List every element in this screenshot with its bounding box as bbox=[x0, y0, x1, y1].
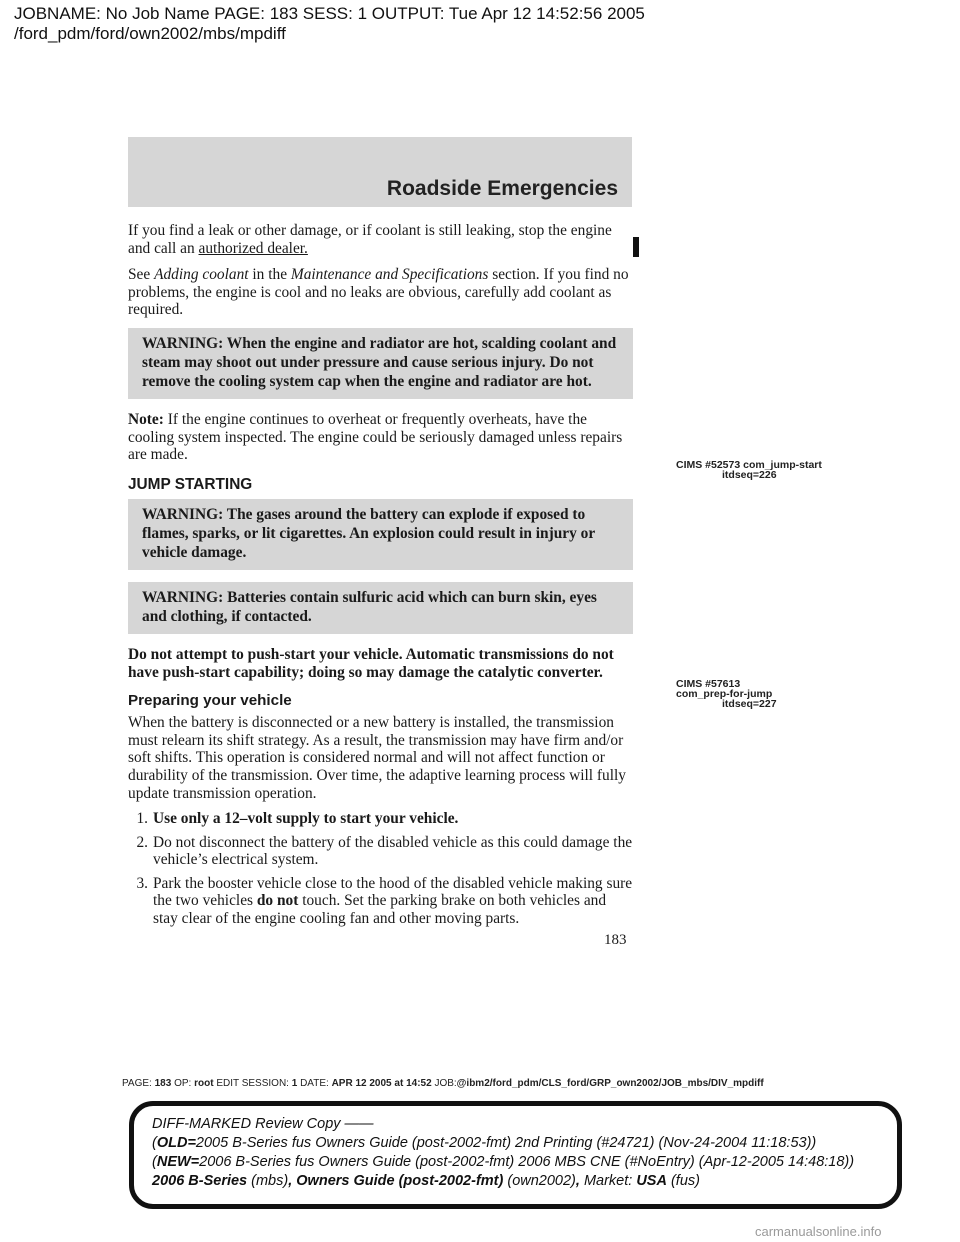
heading-jump-starting: JUMP STARTING bbox=[128, 475, 253, 493]
list-item bbox=[128, 834, 633, 869]
diff-old-line: (OLD=2005 B-Series fus Owners Guide (post-2002-fmt) 2nd Printing (#24721) (Nov-24-2004 11:18:53)) bbox=[152, 1135, 817, 1151]
watermark: carmanualsonline.info bbox=[755, 1224, 882, 1239]
list-text: Do not disconnect the battery of the disabled vehicle as this could damage the vehicle’s electrical system. bbox=[153, 833, 633, 869]
text-span: in the bbox=[248, 266, 291, 284]
footer-label: EDIT SESSION: bbox=[216, 1078, 289, 1089]
diff-old-text: 2005 B-Series fus Owners Guide (post-2002-fmt) 2nd Printing (#24721) (Nov-24-2004 11:18:53)) bbox=[195, 1135, 817, 1151]
paragraph-prep: When the battery is disconnected or a new battery is installed, the transmission must relearn its shift strategy. As a result, the transmission may have firm and/or soft shifts. This operation is considered normal and will not affect function or durability of the transmission. Over time, the adaptive learning process will fully update transmission operation. bbox=[128, 714, 626, 802]
text-span: Park the booster vehicle close to the hood of the disabled vehicle making sure the two vehicles bbox=[153, 874, 633, 910]
note-text: If the engine continues to overheat or frequently overheats, have the cooling system inspected. The engine could be seriously damaged unless repairs are made. bbox=[128, 410, 623, 464]
list-item bbox=[128, 875, 633, 928]
reference-adding-coolant: Adding coolant bbox=[154, 266, 249, 284]
page-number: 183 bbox=[604, 932, 627, 948]
diff-guide: , Owners Guide (post-2002-fmt) bbox=[288, 1173, 504, 1189]
diff-title: DIFF-MARKED Review Copy —— bbox=[152, 1116, 374, 1132]
text-span: touch. Set the parking brake on both vehicles and stay clear of the engine cooling fan and other moving parts. bbox=[153, 892, 607, 928]
heading-preparing-vehicle: Preparing your vehicle bbox=[128, 691, 292, 709]
paragraph-adding-coolant bbox=[128, 266, 633, 319]
text-span: If you find a leak or other damage, or if coolant is still leaking, stop the engine and call an bbox=[128, 222, 612, 257]
diff-summary-line bbox=[152, 1172, 879, 1191]
cims-line: itdseq=226 bbox=[722, 469, 777, 481]
footer-value: root bbox=[194, 1078, 214, 1089]
list-text bbox=[153, 875, 633, 928]
list-item bbox=[128, 810, 633, 828]
note-paragraph bbox=[128, 411, 633, 464]
list-text: Use only a 12–volt supply to start your vehicle. bbox=[153, 810, 459, 828]
text-span: section. If you find no problems, the engine is cool and no leaks are obvious, carefully add coolant as required. bbox=[128, 266, 629, 319]
list-number: 1. bbox=[136, 810, 148, 828]
text-span: See bbox=[128, 266, 155, 284]
edit-session-footer bbox=[122, 1078, 764, 1089]
warning-sulfuric-acid: WARNING: Batteries contain sulfuric acid which can burn skin, eyes and clothing, if contacted. bbox=[128, 582, 633, 634]
diff-new-label: NEW= bbox=[156, 1154, 200, 1170]
change-bar bbox=[633, 237, 639, 257]
diff-new-line: (NEW=2006 B-Series fus Owners Guide (post-2002-fmt) 2006 MBS CNE (#NoEntry) (Apr-12-2005 14:48:18)) bbox=[152, 1154, 855, 1170]
list-number: 3. bbox=[136, 874, 148, 892]
diff-text: Market: bbox=[583, 1173, 637, 1189]
footer-value: APR 12 2005 at 14:52 bbox=[331, 1078, 432, 1089]
diff-text: (own2002) bbox=[503, 1173, 576, 1189]
emphasis-do-not: do not bbox=[256, 892, 299, 910]
diff-new-text: 2006 B-Series fus Owners Guide (post-2002-fmt) 2006 MBS CNE (#NoEntry) (Apr-12-2005 14:48:18)) bbox=[199, 1154, 855, 1170]
job-header-line: JOBNAME: No Job Name PAGE: 183 SESS: 1 OUTPUT: Tue Apr 12 14:52:56 2005 bbox=[14, 4, 645, 23]
footer-value: @ibm2/ford_pdm/CLS_ford/GRP_own2002/JOB_mbs/DIV_mpdiff bbox=[456, 1078, 764, 1089]
cims-line: com_prep-for-jump bbox=[676, 688, 773, 700]
page-content bbox=[128, 222, 633, 934]
cims-line: CIMS #57613 bbox=[676, 678, 741, 690]
footer-value: 183 bbox=[154, 1078, 172, 1089]
diff-sep: , bbox=[575, 1173, 584, 1189]
authorized-dealer-text: authorized dealer. bbox=[198, 239, 308, 257]
footer-label: OP: bbox=[174, 1078, 192, 1089]
footer-label: PAGE: bbox=[122, 1078, 152, 1089]
reference-maintenance-section: Maintenance and Specifications bbox=[290, 266, 489, 284]
job-path-line: /ford_pdm/ford/own2002/mbs/mpdiff bbox=[14, 24, 286, 43]
diff-market: USA bbox=[636, 1173, 667, 1189]
footer-value: 1 bbox=[291, 1078, 298, 1089]
diff-text: (mbs) bbox=[247, 1173, 289, 1189]
footer-label: DATE: bbox=[300, 1078, 329, 1089]
list-number: 2. bbox=[136, 833, 148, 851]
diff-model: 2006 B-Series bbox=[152, 1173, 248, 1189]
section-header-band bbox=[128, 137, 632, 207]
note-label: Note: bbox=[128, 410, 164, 428]
diff-old-label: OLD= bbox=[156, 1135, 196, 1151]
section-title: Roadside Emergencies bbox=[386, 177, 618, 200]
cims-tag-jump-start bbox=[676, 460, 822, 480]
cims-tag-prep-for-jump bbox=[676, 679, 777, 709]
diff-review-box bbox=[129, 1101, 902, 1209]
diff-text: (fus) bbox=[666, 1173, 700, 1189]
warning-hot-coolant: WARNING: When the engine and radiator are hot, scalding coolant and steam may shoot out under pressure and cause serious injury. Do not remove the cooling system cap when the engine and radiator are hot. bbox=[128, 328, 633, 399]
paragraph-leak bbox=[128, 222, 633, 257]
cims-line: CIMS #52573 com_jump-start bbox=[676, 459, 822, 471]
cims-line: itdseq=227 bbox=[722, 698, 777, 710]
paragraph-push-start: Do not attempt to push-start your vehicle. Automatic transmissions do not have push-start capability; doing so may damage the catalytic converter. bbox=[128, 646, 614, 681]
warning-battery-gases: WARNING: The gases around the battery can explode if exposed to flames, sparks, or lit cigarettes. An explosion could result in injury or vehicle damage. bbox=[128, 499, 633, 570]
footer-label: JOB: bbox=[434, 1078, 457, 1089]
